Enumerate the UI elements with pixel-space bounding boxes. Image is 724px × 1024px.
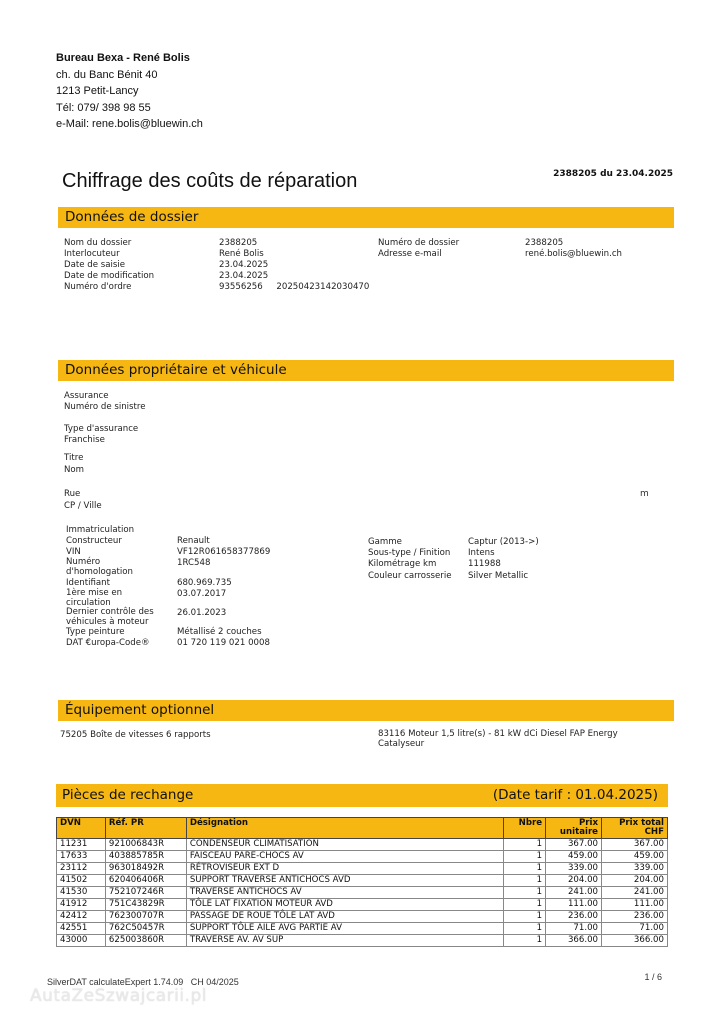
table-cell: 204.00 <box>546 875 602 887</box>
equipment-item: 75205 Boîte de vitesses 6 rapports <box>60 730 211 740</box>
tariff-date: (Date tarif : 01.04.2025) <box>492 787 658 803</box>
field-label: Rue <box>64 489 81 499</box>
field-value: 111988 <box>468 559 501 569</box>
field-value: rené.bolis@bluewin.ch <box>525 249 622 259</box>
table-cell: TRAVERSE ANTICHOCS AV <box>186 887 503 899</box>
section-header-equipment <box>58 700 674 721</box>
table-cell: 366.00 <box>546 935 602 947</box>
section-title: Données de dossier <box>65 209 199 225</box>
table-row <box>57 863 668 875</box>
field-label: Date de saisie <box>64 260 126 270</box>
field-label: Sous-type / Finition <box>368 548 451 558</box>
sender-address <box>56 50 203 133</box>
table-cell: 71.00 <box>602 923 668 935</box>
section-header-parts <box>56 784 668 807</box>
field-label: Nom du dossier <box>64 238 132 248</box>
field-value: 680.969.735 <box>177 578 232 588</box>
sender-email: e-Mail: rene.bolis@bluewin.ch <box>56 118 203 130</box>
table-cell: 1 <box>504 911 546 923</box>
watermark-text: AutaZeSzwajcarii.pl <box>30 986 207 1006</box>
sender-city: 1213 Petit-Lancy <box>56 85 139 97</box>
table-cell: 367.00 <box>602 839 668 851</box>
table-cell: RÉTROVISEUR EXT D <box>186 863 503 875</box>
column-header: Nbre <box>504 818 546 839</box>
table-cell: 41502 <box>57 875 106 887</box>
table-row <box>57 911 668 923</box>
field-label: Nom <box>64 465 85 475</box>
table-cell: 339.00 <box>602 863 668 875</box>
table-cell: 17633 <box>57 851 106 863</box>
table-header-row <box>57 818 668 839</box>
field-label: Assurance <box>64 391 109 401</box>
section-header-owner <box>58 360 674 381</box>
software-footer: SilverDAT calculateExpert 1.74.09 CH 04/2025 <box>47 977 239 987</box>
table-cell: 41530 <box>57 887 106 899</box>
field-value: 23.04.2025 <box>219 260 269 270</box>
table-row <box>57 851 668 863</box>
table-cell: 1 <box>504 863 546 875</box>
table-cell: 752107246R <box>105 887 186 899</box>
table-cell: 403885785R <box>105 851 186 863</box>
table-cell: 367.00 <box>546 839 602 851</box>
table-cell: 42412 <box>57 911 106 923</box>
field-label: 1ère mise en circulation <box>66 588 123 608</box>
stray-mark: m <box>640 489 649 499</box>
table-cell: TRAVERSE AV. AV SUP <box>186 935 503 947</box>
field-label: Numéro d'homologation <box>66 557 133 577</box>
table-cell: SUPPORT TRAVERSE ANTICHOCS AVD <box>186 875 503 887</box>
field-label: Immatriculation <box>66 525 135 535</box>
table-cell: 11231 <box>57 839 106 851</box>
field-label: Adresse e-mail <box>378 249 442 259</box>
table-cell: 236.00 <box>602 911 668 923</box>
field-label: VIN <box>66 547 81 557</box>
document-reference: 2388205 du 23.04.2025 <box>553 169 673 179</box>
table-row <box>57 887 668 899</box>
page-number: 1 / 6 <box>644 972 662 982</box>
table-cell: 366.00 <box>602 935 668 947</box>
table-cell: 921006843R <box>105 839 186 851</box>
table-cell: 963018492R <box>105 863 186 875</box>
table-cell: 41912 <box>57 899 106 911</box>
table-cell: 43000 <box>57 935 106 947</box>
field-label: Numéro de dossier <box>378 238 460 248</box>
table-cell: 1 <box>504 851 546 863</box>
section-title: Données propriétaire et véhicule <box>65 362 287 378</box>
field-value: Silver Metallic <box>468 571 529 581</box>
table-cell: 751C43829R <box>105 899 186 911</box>
table-row <box>57 923 668 935</box>
section-title: Pièces de rechange <box>62 787 194 803</box>
table-cell: PASSAGE DE ROUE TÔLE LAT AVD <box>186 911 503 923</box>
table-cell: 42551 <box>57 923 106 935</box>
table-cell: 1 <box>504 887 546 899</box>
field-value: Intens <box>468 548 495 558</box>
field-label: Type d'assurance <box>64 424 139 434</box>
table-cell: 339.00 <box>546 863 602 875</box>
field-label: Franchise <box>64 435 105 445</box>
table-cell: 111.00 <box>602 899 668 911</box>
section-header-dossier <box>58 207 674 228</box>
table-cell: 241.00 <box>546 887 602 899</box>
section-title: Équipement optionnel <box>65 702 215 718</box>
column-header: Prix total CHF <box>602 818 668 839</box>
table-row <box>57 935 668 947</box>
field-value: 1RC548 <box>177 558 211 568</box>
table-cell: 1 <box>504 839 546 851</box>
field-label: Type peinture <box>66 627 125 637</box>
table-row <box>57 899 668 911</box>
table-row <box>57 839 668 851</box>
sender-name: Bureau Bexa - René Bolis <box>56 52 190 64</box>
table-cell: 1 <box>504 935 546 947</box>
table-cell: CONDENSEUR CLIMATISATION <box>186 839 503 851</box>
column-header: DVN <box>57 818 106 839</box>
field-value: 03.07.2017 <box>177 589 227 599</box>
field-value: VF12R061658377869 <box>177 547 271 557</box>
table-cell: 625003860R <box>105 935 186 947</box>
table-cell: 1 <box>504 923 546 935</box>
field-value: René Bolis <box>219 249 264 259</box>
field-label: Titre <box>64 453 84 463</box>
field-label: Identifiant <box>66 578 110 588</box>
field-value: 23.04.2025 <box>219 271 269 281</box>
table-cell: 1 <box>504 875 546 887</box>
parts-table <box>56 817 668 947</box>
table-cell: 241.00 <box>602 887 668 899</box>
field-label: Dernier contrôle des véhicules à moteur <box>66 607 154 627</box>
field-label: Constructeur <box>66 536 122 546</box>
field-label: Kilométrage km <box>368 559 437 569</box>
field-value: 2388205 <box>525 238 564 248</box>
field-value: Métallisé 2 couches <box>177 627 262 637</box>
field-value: 01 720 119 021 0008 <box>177 638 270 648</box>
field-label: Date de modification <box>64 271 155 281</box>
table-cell: 762C50457R <box>105 923 186 935</box>
field-value: 93556256 20250423142030470 <box>219 282 370 292</box>
field-label: Numéro d'ordre <box>64 282 132 292</box>
field-label: Gamme <box>368 537 402 547</box>
field-value: 26.01.2023 <box>177 608 227 618</box>
sender-street: ch. du Banc Bénit 40 <box>56 68 158 81</box>
table-cell: FAISCEAU PARE-CHOCS AV <box>186 851 503 863</box>
column-header: Désignation <box>186 818 503 839</box>
field-value: Captur (2013->) <box>468 537 539 547</box>
table-cell: 1 <box>504 899 546 911</box>
document-title: Chiffrage des coûts de réparation <box>62 170 358 192</box>
table-cell: 111.00 <box>546 899 602 911</box>
table-cell: TÔLE LAT FIXATION MOTEUR AVD <box>186 899 503 911</box>
table-cell: 620406406R <box>105 875 186 887</box>
table-cell: 71.00 <box>546 923 602 935</box>
field-label: Numéro de sinistre <box>64 402 146 412</box>
table-cell: 762300707R <box>105 911 186 923</box>
table-cell: 459.00 <box>546 851 602 863</box>
field-label: Couleur carrosserie <box>368 571 452 581</box>
table-row <box>57 875 668 887</box>
field-label: Interlocuteur <box>64 249 120 259</box>
table-cell: 204.00 <box>602 875 668 887</box>
equipment-item: 83116 Moteur 1,5 litre(s) - 81 kW dCi Diesel FAP Energy Catalyseur <box>378 729 618 749</box>
table-cell: 459.00 <box>602 851 668 863</box>
table-cell: SUPPORT TÔLE AILE AVG PARTIE AV <box>186 923 503 935</box>
sender-phone: Tél: 079/ 398 98 55 <box>56 101 151 114</box>
field-value: Renault <box>177 536 210 546</box>
table-cell: 23112 <box>57 863 106 875</box>
table-cell: 236.00 <box>546 911 602 923</box>
column-header: Prix unitaire <box>546 818 602 839</box>
column-header: Réf. PR <box>105 818 186 839</box>
field-value: 2388205 <box>219 238 258 248</box>
field-label: DAT €uropa-Code® <box>66 638 150 648</box>
field-label: CP / Ville <box>64 501 102 511</box>
